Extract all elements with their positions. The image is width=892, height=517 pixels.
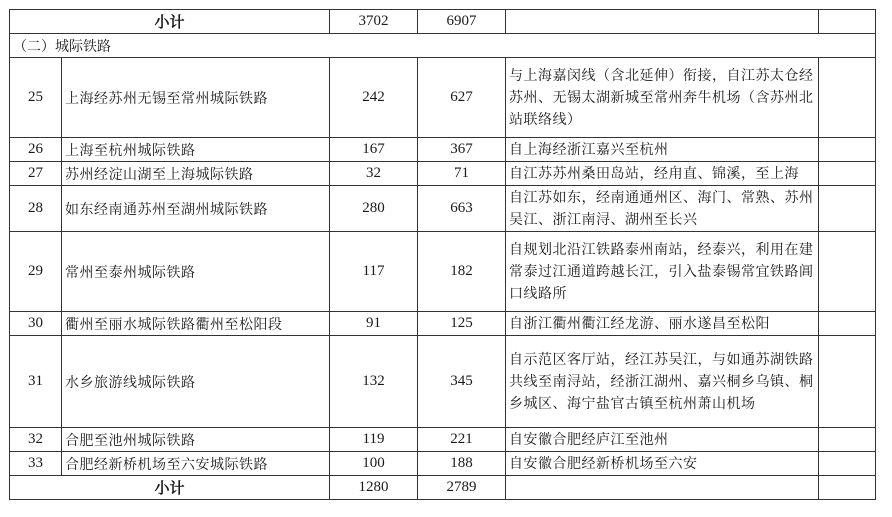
table-row bbox=[10, 428, 876, 452]
project-name: 如东经南通苏州至湖州城际铁路 bbox=[62, 186, 330, 232]
subtotal-length: 1280 bbox=[330, 476, 418, 500]
subtotal-label: 小计 bbox=[10, 10, 330, 34]
table-row bbox=[10, 232, 876, 312]
project-investment: 125 bbox=[418, 312, 506, 336]
project-length: 100 bbox=[330, 452, 418, 476]
empty-cell bbox=[506, 10, 819, 34]
project-length: 119 bbox=[330, 428, 418, 452]
row-number: 29 bbox=[10, 232, 62, 312]
project-investment: 188 bbox=[418, 452, 506, 476]
project-description: 自江苏苏州桑田岛站，经甪直、锦溪，至上海 bbox=[506, 162, 819, 186]
table-row bbox=[10, 312, 876, 336]
project-description: 自上海经浙江嘉兴至杭州 bbox=[506, 138, 819, 162]
project-name: 苏州经淀山湖至上海城际铁路 bbox=[62, 162, 330, 186]
empty-cell bbox=[819, 58, 876, 138]
project-name: 合肥至池州城际铁路 bbox=[62, 428, 330, 452]
section-header-row bbox=[10, 34, 876, 58]
project-investment: 345 bbox=[418, 336, 506, 428]
subtotal-investment: 6907 bbox=[418, 10, 506, 34]
table-row bbox=[10, 162, 876, 186]
project-length: 91 bbox=[330, 312, 418, 336]
project-description: 自规划北沿江铁路泰州南站，经泰兴，利用在建常泰过江通道跨越长江，引入盐泰锡常宜铁路阊口线路所 bbox=[506, 232, 819, 312]
project-investment: 663 bbox=[418, 186, 506, 232]
empty-cell bbox=[819, 162, 876, 186]
subtotal-investment: 2789 bbox=[418, 476, 506, 500]
subtotal-label: 小计 bbox=[10, 476, 330, 500]
top-subtotal-row bbox=[10, 10, 876, 34]
row-number: 33 bbox=[10, 452, 62, 476]
table-row bbox=[10, 186, 876, 232]
project-description: 自示范区客厅站，经江苏吴江，与如通苏湖铁路共线至南浔站，经浙江湖州、嘉兴桐乡乌镇、桐乡城区、海宁盐官古镇至杭州萧山机场 bbox=[506, 336, 819, 428]
project-name: 常州至泰州城际铁路 bbox=[62, 232, 330, 312]
table-row bbox=[10, 452, 876, 476]
empty-cell bbox=[819, 186, 876, 232]
project-length: 167 bbox=[330, 138, 418, 162]
row-number: 25 bbox=[10, 58, 62, 138]
project-length: 280 bbox=[330, 186, 418, 232]
table-row bbox=[10, 336, 876, 428]
empty-cell bbox=[819, 476, 876, 500]
subtotal-length: 3702 bbox=[330, 10, 418, 34]
row-number: 31 bbox=[10, 336, 62, 428]
project-length: 132 bbox=[330, 336, 418, 428]
row-number: 26 bbox=[10, 138, 62, 162]
project-name: 衢州至丽水城际铁路衢州至松阳段 bbox=[62, 312, 330, 336]
empty-cell bbox=[819, 428, 876, 452]
project-investment: 182 bbox=[418, 232, 506, 312]
project-description: 自浙江衢州衢江经龙游、丽水遂昌至松阳 bbox=[506, 312, 819, 336]
project-investment: 221 bbox=[418, 428, 506, 452]
railway-project-table bbox=[9, 9, 876, 500]
project-description: 自安徽合肥经新桥机场至六安 bbox=[506, 452, 819, 476]
project-investment: 627 bbox=[418, 58, 506, 138]
project-investment: 367 bbox=[418, 138, 506, 162]
row-number: 32 bbox=[10, 428, 62, 452]
project-name: 水乡旅游线城际铁路 bbox=[62, 336, 330, 428]
project-name: 合肥经新桥机场至六安城际铁路 bbox=[62, 452, 330, 476]
empty-cell bbox=[506, 476, 819, 500]
row-number: 27 bbox=[10, 162, 62, 186]
project-name: 上海经苏州无锡至常州城际铁路 bbox=[62, 58, 330, 138]
empty-cell bbox=[819, 10, 876, 34]
project-investment: 71 bbox=[418, 162, 506, 186]
row-number: 30 bbox=[10, 312, 62, 336]
empty-cell bbox=[819, 452, 876, 476]
project-length: 117 bbox=[330, 232, 418, 312]
table-row bbox=[10, 58, 876, 138]
project-description: 自江苏如东，经南通通州区、海门、常熟、苏州吴江、浙江南浔、湖州至长兴 bbox=[506, 186, 819, 232]
empty-cell bbox=[819, 232, 876, 312]
bottom-subtotal-row bbox=[10, 476, 876, 500]
project-description: 与上海嘉闵线（含北延伸）衔接，自江苏太仓经苏州、无锡太湖新城至常州奔牛机场（含苏州北站联络线） bbox=[506, 58, 819, 138]
empty-cell bbox=[819, 312, 876, 336]
empty-cell bbox=[819, 336, 876, 428]
project-description: 自安徽合肥经庐江至池州 bbox=[506, 428, 819, 452]
row-number: 28 bbox=[10, 186, 62, 232]
project-length: 242 bbox=[330, 58, 418, 138]
empty-cell bbox=[819, 138, 876, 162]
project-length: 32 bbox=[330, 162, 418, 186]
project-name: 上海至杭州城际铁路 bbox=[62, 138, 330, 162]
section-title: （二）城际铁路 bbox=[10, 34, 876, 58]
table-row bbox=[10, 138, 876, 162]
